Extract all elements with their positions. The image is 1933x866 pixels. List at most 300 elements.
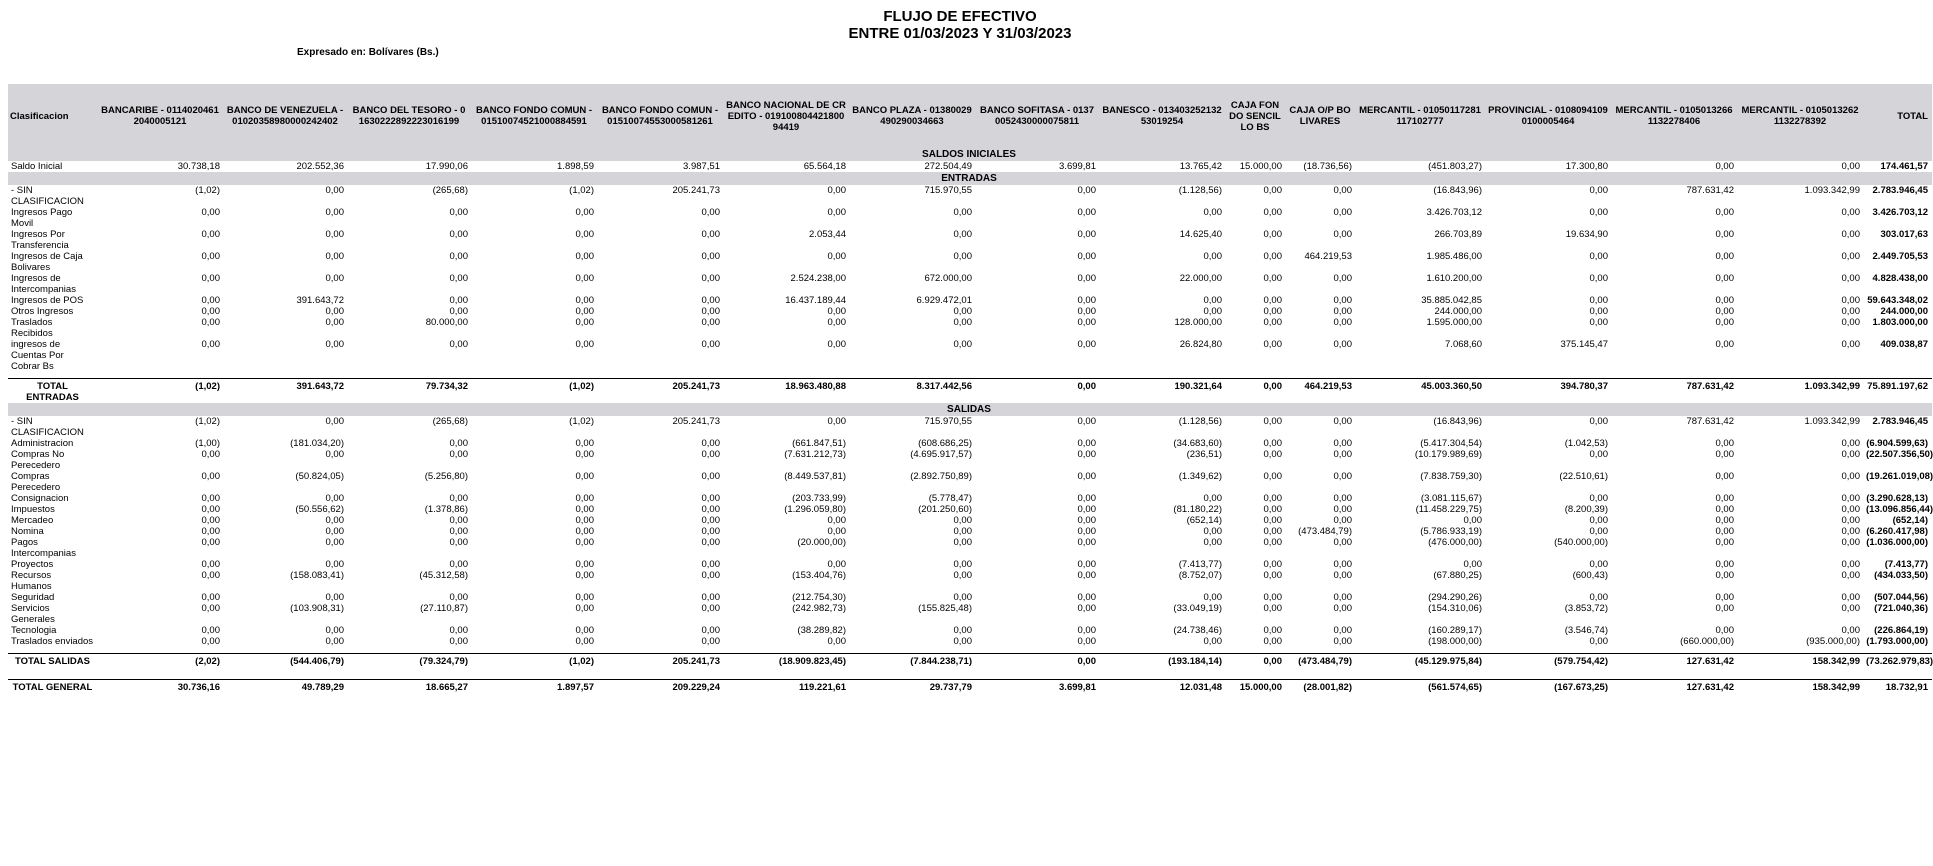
cell-value: 0,00	[1333, 515, 1352, 526]
table-row	[8, 526, 1932, 537]
row-label: Traslados enviados	[11, 636, 94, 647]
cell-value: 79.734,32	[348, 379, 472, 404]
cell-value: 0,00	[1203, 493, 1222, 504]
cell-value: 0,00	[1333, 493, 1352, 504]
cell-value: (5.786.933,19)	[1420, 526, 1482, 537]
cell-value: 0,00	[575, 625, 594, 636]
section-label: ENTRADAS	[8, 172, 1932, 185]
row-label: - SIN CLASIFICACION	[11, 416, 84, 438]
cell-value: 0,00	[1263, 449, 1282, 460]
cell-value: 0,00	[701, 603, 720, 614]
cell-value: 0,00	[1077, 515, 1096, 526]
cell-value: 0,00	[325, 251, 344, 262]
row-label: Compras No Perecedero	[11, 449, 65, 471]
cell-value: 0,00	[1715, 570, 1734, 581]
cell-value: 244.000,00	[1880, 306, 1928, 317]
cell-value: 0,00	[1841, 207, 1860, 218]
cell-value: 0,00	[701, 438, 720, 449]
cell-value: 0,00	[201, 229, 220, 240]
cell-value: 18.665,27	[348, 680, 472, 694]
cell-value: 0,00	[827, 515, 846, 526]
cell-value: 0,00	[575, 207, 594, 218]
cell-value: 1.898,59	[557, 161, 594, 172]
cell-value: 0,00	[325, 229, 344, 240]
cell-value: (242.982,73)	[792, 603, 846, 614]
cell-value: (935.000,00)	[1806, 636, 1860, 647]
row-label: Mercadeo	[11, 515, 54, 526]
cell-value: (10.179.989,69)	[1414, 449, 1482, 460]
cell-value: 0,00	[575, 273, 594, 284]
cell-value: 0,00	[1589, 273, 1608, 284]
cell-value: 0,00	[575, 515, 594, 526]
cell-value: (13.096.856,44)	[1866, 504, 1933, 515]
cell-value: 0,00	[953, 592, 972, 603]
cell-value: 0,00	[1203, 636, 1222, 647]
cell-value: 205.241,73	[672, 185, 720, 196]
currency-note: Expresado en: Bolívares (Bs.)	[297, 47, 439, 58]
cell-value: 0,00	[201, 636, 220, 647]
cell-value: 0,00	[575, 229, 594, 240]
row-label: Ingresos Pago Movil	[11, 207, 73, 229]
cell-value: (212.754,30)	[792, 592, 846, 603]
cell-value: 0,00	[1333, 592, 1352, 603]
row-label: Tecnologia	[11, 625, 57, 636]
cell-value: 0,00	[1841, 339, 1860, 350]
column-header: BANESCO - 01340325213253019254	[1100, 84, 1226, 148]
cell-value: (11.458.229,75)	[1415, 504, 1482, 515]
cell-value: (473.484,79)	[1298, 526, 1352, 537]
cell-value: 0,00	[1263, 339, 1282, 350]
cell-value: 0,00	[1841, 438, 1860, 449]
cell-value: 0,00	[953, 570, 972, 581]
section-saldos-iniciales	[8, 148, 1932, 161]
cell-value: 0,00	[325, 339, 344, 350]
cell-value: 0,00	[449, 526, 468, 537]
cell-value: (45.312,58)	[419, 570, 468, 581]
cell-value: 0,00	[827, 207, 846, 218]
cell-value: 158.342,99	[1738, 654, 1864, 668]
cell-value: 0,00	[449, 592, 468, 603]
cell-value: 1.093.342,99	[1738, 379, 1864, 404]
cell-value: 0,00	[953, 317, 972, 328]
cell-value: 59.643.348,02	[1867, 295, 1928, 306]
cell-value: (1,02)	[569, 416, 594, 427]
cell-value: 0,00	[1263, 416, 1282, 427]
table-row	[8, 295, 1932, 306]
cell-value: 394.780,37	[1486, 379, 1612, 404]
cell-value: (16.843,96)	[1433, 416, 1482, 427]
cell-value: (45.129.975,84)	[1356, 654, 1486, 668]
cell-value: 0,00	[701, 471, 720, 482]
cell-value: 0,00	[701, 339, 720, 350]
cell-value: 244.000,00	[1434, 306, 1482, 317]
cell-value: 0,00	[575, 592, 594, 603]
row-label: Seguridad	[11, 592, 55, 603]
cell-value: 0,00	[201, 295, 220, 306]
cell-value: (5.256,80)	[424, 471, 468, 482]
cell-value: (294.290,26)	[1428, 592, 1482, 603]
cell-value: 0,00	[1077, 306, 1096, 317]
cell-value: 0,00	[575, 449, 594, 460]
cell-value: (8.449.537,81)	[784, 471, 846, 482]
total-salidas-row	[8, 654, 1932, 668]
cell-value: 0,00	[1263, 185, 1282, 196]
cell-value: 0,00	[953, 559, 972, 570]
cell-value: 0,00	[201, 537, 220, 548]
cell-value: 15.000,00	[1239, 161, 1282, 172]
cell-value: 65.564,18	[803, 161, 846, 172]
cell-value: (1.793.000,00)	[1866, 636, 1928, 647]
cell-value: (3.546,74)	[1564, 625, 1608, 636]
cell-value: 0,00	[1715, 592, 1734, 603]
column-header: TOTAL	[1864, 84, 1932, 148]
cell-value: 0,00	[325, 493, 344, 504]
cell-value: 0,00	[1226, 654, 1286, 668]
cell-value: 672.000,00	[924, 273, 972, 284]
cell-value: 0,00	[1589, 526, 1608, 537]
cell-value: 119.221,61	[724, 680, 850, 694]
cell-value: (8.200,39)	[1564, 504, 1608, 515]
cell-value: (507.044,56)	[1874, 592, 1928, 603]
column-header: CAJA FONDO SENCILLO BS	[1226, 84, 1286, 148]
cell-value: 0,00	[1333, 207, 1352, 218]
cell-value: 0,00	[1263, 570, 1282, 581]
cell-value: (203.733,99)	[792, 493, 846, 504]
cell-value: 0,00	[449, 306, 468, 317]
cell-value: 0,00	[1077, 493, 1096, 504]
row-label: Pagos Intercompanias	[11, 537, 76, 559]
cell-value: 0,00	[701, 207, 720, 218]
cell-value: 0,00	[1841, 504, 1860, 515]
row-label: Consignacion	[11, 493, 69, 504]
cell-value: 2.524.238,00	[790, 273, 846, 284]
cell-value: 787.631,42	[1686, 185, 1734, 196]
cell-value: 0,00	[1715, 251, 1734, 262]
cell-value: (79.324,79)	[348, 654, 472, 668]
cell-value: 391.643,72	[224, 379, 348, 404]
cell-value: 0,00	[701, 273, 720, 284]
cell-value: 80.000,00	[425, 317, 468, 328]
cell-value: (4.695.917,57)	[910, 449, 972, 460]
cell-value: 0,00	[953, 306, 972, 317]
column-header: BANCARIBE - 01140204612040005121	[98, 84, 224, 148]
cell-value: (153.404,76)	[792, 570, 846, 581]
cell-value: 0,00	[827, 339, 846, 350]
cell-value: 1.093.342,99	[1804, 185, 1860, 196]
cell-value: 0,00	[325, 273, 344, 284]
cell-value: 0,00	[953, 636, 972, 647]
cell-value: (721.040,36)	[1874, 603, 1928, 614]
cell-value: 0,00	[1203, 207, 1222, 218]
report-title-line2: ENTRE 01/03/2023 Y 31/03/2023	[848, 25, 1072, 42]
cell-value: 0,00	[1077, 273, 1096, 284]
cell-value: 0,00	[1263, 603, 1282, 614]
cell-value: 0,00	[449, 229, 468, 240]
cell-value: 0,00	[325, 207, 344, 218]
cell-value: 0,00	[701, 504, 720, 515]
table-row	[8, 592, 1932, 603]
cell-value: 0,00	[1263, 559, 1282, 570]
row-label: Impuestos	[11, 504, 55, 515]
cell-value: 190.321,64	[1100, 379, 1226, 404]
cell-value: 0,00	[1715, 515, 1734, 526]
cell-value: 0,00	[1077, 603, 1096, 614]
cell-value: 0,00	[701, 449, 720, 460]
cell-value: 174.461,57	[1880, 161, 1928, 172]
column-header: MERCANTIL - 01050132621132278392	[1738, 84, 1864, 148]
cell-value: 0,00	[1263, 592, 1282, 603]
cell-value: 0,00	[1263, 229, 1282, 240]
table-row	[8, 416, 1932, 438]
cell-value: (5.417.304,54)	[1420, 438, 1482, 449]
column-header: BANCO FONDO COMUN - 01510074521000884591	[472, 84, 598, 148]
cell-value: 0,00	[201, 570, 220, 581]
table-row	[8, 636, 1932, 647]
cell-value: 0,00	[1715, 625, 1734, 636]
cell-value: 0,00	[1715, 161, 1734, 172]
cell-value: (561.574,65)	[1356, 680, 1486, 694]
cell-value: 30.736,16	[98, 680, 224, 694]
cell-value: 0,00	[1333, 229, 1352, 240]
cell-value: 0,00	[827, 416, 846, 427]
cell-value: 0,00	[1333, 504, 1352, 515]
cell-value: 464.219,53	[1286, 379, 1356, 404]
cell-value: (652,14)	[1186, 515, 1222, 526]
cell-value: 0,00	[1715, 537, 1734, 548]
cell-value: 0,00	[1333, 559, 1352, 570]
cell-value: (7.413,77)	[1178, 559, 1222, 570]
cell-value: 0,00	[1715, 603, 1734, 614]
cell-value: 0,00	[1263, 625, 1282, 636]
cell-value: 2.449.705,53	[1872, 251, 1928, 262]
cell-value: 3.426.703,12	[1872, 207, 1928, 218]
cell-value: 0,00	[1841, 273, 1860, 284]
column-header: Clasificacion	[8, 84, 98, 148]
cell-value: (33.049,19)	[1173, 603, 1222, 614]
cell-value: 391.643,72	[296, 295, 344, 306]
column-header: BANCO FONDO COMUN - 01510074553000581261	[598, 84, 724, 148]
cell-value: 0,00	[575, 504, 594, 515]
cell-value: (34.683,60)	[1173, 438, 1222, 449]
cell-value: 0,00	[1263, 295, 1282, 306]
cell-value: 0,00	[1715, 493, 1734, 504]
cell-value: 272.504,49	[924, 161, 972, 172]
cell-value: 17.990,06	[425, 161, 468, 172]
cell-value: 0,00	[1841, 526, 1860, 537]
column-header: PROVINCIAL - 01080941090100005464	[1486, 84, 1612, 148]
cell-value: (18.909.823,45)	[724, 654, 850, 668]
cell-value: 0,00	[1077, 449, 1096, 460]
table-header	[8, 84, 1932, 148]
section-entradas	[8, 172, 1932, 185]
cell-value: 0,00	[325, 416, 344, 427]
cell-value: 0,00	[575, 306, 594, 317]
cell-value: 0,00	[449, 636, 468, 647]
cell-value: 1.610.200,00	[1426, 273, 1482, 284]
cell-value: 787.631,42	[1686, 416, 1734, 427]
cell-value: 0,00	[1077, 559, 1096, 570]
row-label: TOTAL GENERAL	[8, 680, 98, 694]
cell-value: 30.738,18	[177, 161, 220, 172]
cell-value: (1,02)	[195, 416, 220, 427]
column-header: BANCO SOFITASA - 01370052430000075811	[976, 84, 1100, 148]
cell-value: 0,00	[201, 504, 220, 515]
cell-value: 0,00	[1715, 559, 1734, 570]
cell-value: 0,00	[1841, 306, 1860, 317]
row-label: Recursos Humanos	[11, 570, 52, 592]
column-header: MERCANTIL - 01050117281117102777	[1356, 84, 1486, 148]
table-row	[8, 273, 1932, 295]
cell-value: 128.000,00	[1174, 317, 1222, 328]
table-row	[8, 251, 1932, 273]
cell-value: 0,00	[1589, 493, 1608, 504]
cell-value: (67.880,25)	[1433, 570, 1482, 581]
cell-value: 2.783.946,45	[1872, 185, 1928, 196]
cell-value: (1,02)	[569, 185, 594, 196]
cell-value: 0,00	[953, 339, 972, 350]
cell-value: (160.289,17)	[1428, 625, 1482, 636]
total-entradas-row	[8, 379, 1932, 404]
cell-value: 0,00	[1263, 526, 1282, 537]
cell-value: 0,00	[1333, 471, 1352, 482]
cell-value: 0,00	[701, 306, 720, 317]
cell-value: 0,00	[1463, 515, 1482, 526]
cell-value: 0,00	[953, 526, 972, 537]
cell-value: 0,00	[701, 295, 720, 306]
cell-value: 16.437.189,44	[785, 295, 846, 306]
cell-value: 0,00	[1589, 251, 1608, 262]
cell-value: 0,00	[449, 493, 468, 504]
cell-value: 0,00	[1841, 537, 1860, 548]
cell-value: 0,00	[449, 251, 468, 262]
cell-value: (38.289,82)	[797, 625, 846, 636]
cell-value: 0,00	[953, 229, 972, 240]
cell-value: 0,00	[1203, 295, 1222, 306]
cell-value: 0,00	[1263, 273, 1282, 284]
table-row	[8, 603, 1932, 625]
cell-value: 0,00	[1077, 570, 1096, 581]
cell-value: 0,00	[575, 471, 594, 482]
cell-value: 0,00	[575, 570, 594, 581]
row-label: Traslados Recibidos	[11, 317, 53, 339]
cell-value: 0,00	[1841, 295, 1860, 306]
cell-value: 0,00	[1841, 625, 1860, 636]
cell-value: 0,00	[201, 625, 220, 636]
cell-value: 0,00	[701, 251, 720, 262]
cell-value: (158.083,41)	[290, 570, 344, 581]
cell-value: (8.752,07)	[1178, 570, 1222, 581]
cell-value: (22.507.356,50)	[1866, 449, 1933, 460]
cell-value: 0,00	[701, 317, 720, 328]
cell-value: 0,00	[827, 317, 846, 328]
cell-value: 0,00	[1333, 317, 1352, 328]
cell-value: 0,00	[325, 537, 344, 548]
cell-value: 0,00	[1841, 515, 1860, 526]
cell-value: (3.290.628,13)	[1866, 493, 1928, 504]
cell-value: 0,00	[1715, 317, 1734, 328]
cell-value: 1.595.000,00	[1426, 317, 1482, 328]
cell-value: 0,00	[827, 559, 846, 570]
cell-value: (103.908,31)	[290, 603, 344, 614]
cell-value: 0,00	[1263, 636, 1282, 647]
cell-value: 0,00	[1263, 207, 1282, 218]
cell-value: 0,00	[1715, 207, 1734, 218]
cell-value: 0,00	[201, 592, 220, 603]
cell-value: 3.699,81	[976, 680, 1100, 694]
cell-value: 0,00	[1077, 592, 1096, 603]
cell-value: (265,68)	[432, 416, 468, 427]
cell-value: 0,00	[1333, 295, 1352, 306]
cell-value: 0,00	[701, 526, 720, 537]
cell-value: 0,00	[1589, 592, 1608, 603]
row-label: Saldo Inicial	[11, 161, 63, 172]
cell-value: (201.250,60)	[918, 504, 972, 515]
table-row	[8, 504, 1932, 515]
cell-value: 0,00	[1077, 416, 1096, 427]
row-label: Ingresos de POS	[11, 295, 84, 306]
column-header: BANCO DE VENEZUELA - 01020358980000242402	[224, 84, 348, 148]
cell-value: (608.686,25)	[918, 438, 972, 449]
table-row	[8, 515, 1932, 526]
cell-value: 0,00	[575, 295, 594, 306]
cell-value: 0,00	[1203, 526, 1222, 537]
cell-value: (155.825,48)	[918, 603, 972, 614]
cell-value: (181.034,20)	[290, 438, 344, 449]
cell-value: (7.631.212,73)	[784, 449, 846, 460]
cell-value: 0,00	[1226, 379, 1286, 404]
cell-value: 0,00	[1715, 504, 1734, 515]
cell-value: 375.145,47	[1560, 339, 1608, 350]
cell-value: (544.406,79)	[224, 654, 348, 668]
row-label: TOTAL SALIDAS	[8, 654, 98, 668]
cell-value: 0,00	[449, 537, 468, 548]
cell-value: 7.068,60	[1445, 339, 1482, 350]
cell-value: (1.128,56)	[1178, 185, 1222, 196]
cell-value: 0,00	[1077, 207, 1096, 218]
cell-value: 0,00	[701, 592, 720, 603]
table-row	[8, 317, 1932, 339]
row-label: Ingresos Por Transferencia	[11, 229, 69, 251]
cell-value: 0,00	[1841, 449, 1860, 460]
cell-value: 787.631,42	[1612, 379, 1738, 404]
cell-value: 0,00	[201, 207, 220, 218]
cell-value: 12.031,48	[1100, 680, 1226, 694]
cell-value: 0,00	[201, 493, 220, 504]
cell-value: 0,00	[1589, 306, 1608, 317]
cell-value: 0,00	[201, 471, 220, 482]
cell-value: 0,00	[575, 339, 594, 350]
cell-value: 0,00	[449, 559, 468, 570]
cell-value: 0,00	[827, 306, 846, 317]
cell-value: 209.229,24	[598, 680, 724, 694]
cell-value: 0,00	[1841, 559, 1860, 570]
cell-value: 0,00	[325, 592, 344, 603]
cell-value: 0,00	[449, 625, 468, 636]
row-label: Otros Ingresos	[11, 306, 74, 317]
cell-value: 0,00	[1715, 339, 1734, 350]
cell-value: 0,00	[1589, 317, 1608, 328]
cell-value: 0,00	[1263, 471, 1282, 482]
cell-value: 0,00	[325, 449, 344, 460]
cell-value: (20.000,00)	[797, 537, 846, 548]
cell-value: 0,00	[201, 251, 220, 262]
cell-value: 0,00	[325, 559, 344, 570]
cell-value: 0,00	[1333, 537, 1352, 548]
cell-value: 0,00	[701, 625, 720, 636]
cell-value: 22.000,00	[1179, 273, 1222, 284]
cell-value: (6.904.599,63)	[1866, 438, 1928, 449]
row-label: TOTAL ENTRADAS	[8, 379, 98, 404]
